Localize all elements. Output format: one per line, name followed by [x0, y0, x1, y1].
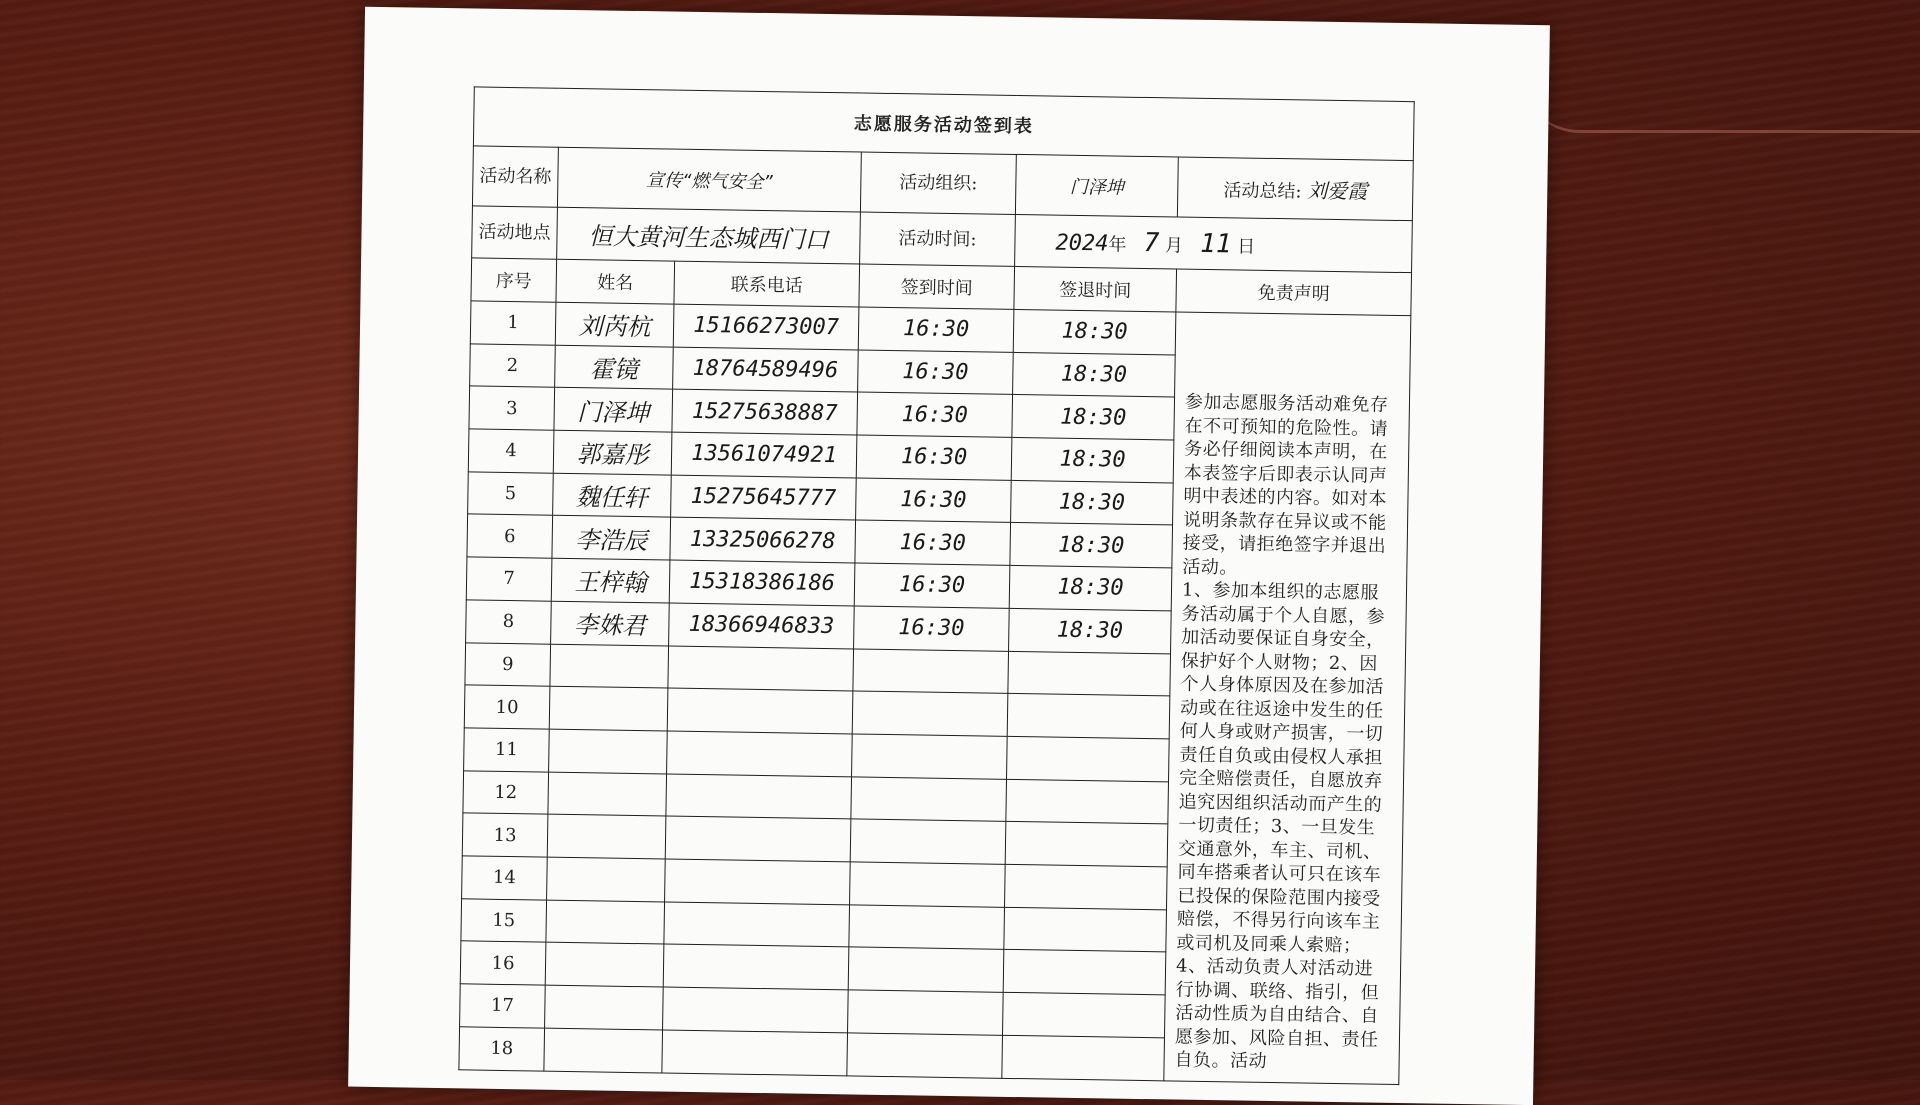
row-phone — [663, 944, 849, 990]
row-checkin-time — [848, 947, 1004, 992]
row-checkout-time — [1006, 779, 1169, 824]
row-phone — [666, 774, 852, 820]
row-checkin-time: 16:30 — [854, 606, 1010, 651]
summary-value: 刘爱霞 — [1307, 178, 1368, 204]
summary-label: 活动总结: — [1223, 180, 1302, 203]
row-checkout-time — [1003, 950, 1166, 995]
row-phone — [667, 688, 853, 734]
date-month-unit: 月 — [1164, 234, 1184, 257]
row-name: 刘芮杭 — [555, 302, 674, 347]
organizer-label: 活动组织: — [860, 152, 1016, 214]
row-checkout-time: 18:30 — [1013, 309, 1176, 354]
row-seq: 4 — [468, 429, 554, 473]
row-phone — [668, 646, 854, 692]
row-name: 霍镜 — [555, 345, 674, 390]
row-checkout-time — [1002, 1035, 1165, 1080]
row-name — [547, 857, 666, 902]
row-checkin-time — [850, 819, 1006, 864]
header-name: 姓名 — [556, 259, 675, 304]
row-seq: 8 — [466, 600, 552, 644]
row-checkin-time — [850, 862, 1006, 907]
row-name — [549, 729, 668, 774]
row-seq: 10 — [464, 685, 550, 729]
row-name — [547, 814, 666, 859]
row-checkin-time: 16:30 — [857, 392, 1013, 437]
disclaimer-body: 1、参加本组织的志愿服务活动属于个人自愿，参加活动要保证自身安全，保护好个人财物；2、因个人身体原因及在参加活动或在往返途中发生的任何人身或财产损害，一切责任自负或由侵权人承担完全赔偿责任，自愿放弃追究因组织活动而产生的一切责任；3、一旦发生交通意外，车主、司机、同车搭乘者认可只在该车已投保的保险范围内接受赔偿，不得另行向该车主或司机及同乘人索赔；4、活动负责人对活动进行协调、联络、指引，但活动性质为自由结合、自愿参加、风险自担、责任自负。活动 — [1174, 579, 1386, 1072]
row-seq: 2 — [470, 344, 556, 388]
header-phone: 联系电话 — [674, 261, 860, 307]
row-checkout-time — [1004, 907, 1167, 952]
row-seq: 3 — [469, 386, 555, 430]
row-name: 魏任轩 — [553, 473, 672, 518]
row-phone — [665, 816, 851, 862]
row-checkin-time — [851, 776, 1007, 821]
row-checkin-time: 16:30 — [854, 563, 1010, 608]
time-label: 活动时间: — [860, 212, 1016, 266]
row-phone: 15318386186 — [669, 560, 855, 606]
row-checkout-time: 18:30 — [1011, 437, 1174, 482]
row-seq: 14 — [462, 856, 548, 900]
row-name — [546, 900, 665, 945]
row-name — [545, 985, 664, 1030]
disclaimer-intro: 参加志愿服务活动难免存在不可预知的危险性。请务必仔细阅读本声明，在本表签字后即表示认同声明中表述的内容。如对本说明条款存在异议或不能接受，请拒绝签字并退出活动。 — [1182, 391, 1389, 578]
location-label: 活动地点 — [472, 206, 558, 259]
row-phone: 15275638887 — [672, 389, 858, 435]
row-checkin-time — [848, 990, 1004, 1035]
row-name: 李姝君 — [551, 601, 670, 646]
table-edge-highlight — [1520, 0, 1920, 133]
row-name: 王梓翰 — [551, 558, 670, 603]
date-month: 7 — [1143, 227, 1160, 258]
row-phone — [663, 987, 849, 1033]
row-seq: 16 — [460, 941, 546, 985]
header-disclaimer: 免责声明 — [1176, 269, 1412, 316]
row-checkin-time: 16:30 — [858, 350, 1014, 395]
row-name — [549, 686, 668, 731]
row-checkin-time: 16:30 — [855, 520, 1011, 565]
row-phone — [665, 859, 851, 905]
row-checkout-time: 18:30 — [1009, 608, 1172, 653]
row-checkout-time: 18:30 — [1013, 352, 1176, 397]
row-checkin-time: 16:30 — [856, 478, 1012, 523]
header-checkin: 签到时间 — [859, 264, 1015, 309]
row-checkin-time: 16:30 — [858, 307, 1014, 352]
row-seq: 12 — [463, 770, 549, 814]
date-day: 11 — [1199, 228, 1232, 259]
organizer-value: 门泽坤 — [1015, 154, 1178, 217]
date-day-unit: 日 — [1237, 235, 1256, 258]
row-checkout-time — [1007, 736, 1170, 781]
row-name — [550, 644, 669, 689]
row-name: 门泽坤 — [554, 388, 673, 433]
row-seq: 13 — [462, 813, 548, 857]
row-seq: 7 — [466, 557, 552, 601]
row-seq: 17 — [460, 984, 546, 1028]
activity-name-value: 宣传“燃气安全” — [557, 147, 861, 212]
row-phone: 15275645777 — [671, 475, 857, 521]
row-checkout-time: 18:30 — [1010, 523, 1173, 568]
row-name — [544, 1028, 663, 1073]
row-seq: 18 — [459, 1026, 545, 1070]
row-checkin-time — [853, 648, 1009, 693]
header-seq: 序号 — [471, 258, 557, 302]
form-title: 志愿服务活动签到表 — [473, 87, 1414, 161]
row-phone: 15166273007 — [673, 304, 859, 350]
row-seq: 15 — [461, 898, 547, 942]
sign-in-table — [458, 86, 1414, 1084]
row-phone: 18764589496 — [673, 347, 859, 393]
row-checkin-time — [852, 691, 1008, 736]
row-seq: 9 — [465, 642, 551, 686]
date-year: 2024 — [1055, 230, 1109, 256]
row-checkout-time — [1007, 694, 1170, 739]
row-phone — [662, 1030, 848, 1076]
row-phone — [664, 902, 850, 948]
date-year-unit: 年 — [1108, 233, 1127, 256]
row-name — [548, 772, 667, 817]
row-name: 李浩辰 — [552, 516, 671, 561]
row-checkout-time — [1002, 992, 1165, 1037]
row-checkin-time: 16:30 — [856, 435, 1012, 480]
location-value: 恒大黄河生态城西门口 — [557, 207, 861, 264]
row-name: 郭嘉彤 — [553, 430, 672, 475]
row-seq: 6 — [467, 514, 553, 558]
row-seq: 11 — [464, 728, 550, 772]
row-checkout-time — [1005, 864, 1168, 909]
header-checkout: 签退时间 — [1014, 266, 1177, 312]
row-checkout-time: 18:30 — [1012, 395, 1175, 440]
sign-in-sheet-paper — [348, 7, 1550, 1105]
row-seq: 1 — [470, 301, 556, 345]
row-phone — [667, 731, 853, 777]
row-checkout-time: 18:30 — [1011, 480, 1174, 525]
row-phone: 13561074921 — [671, 432, 857, 478]
row-name — [545, 942, 664, 987]
row-checkin-time — [847, 1033, 1003, 1078]
activity-date — [1015, 214, 1413, 272]
row-seq: 5 — [468, 472, 554, 516]
summary-cell — [1177, 157, 1413, 221]
row-phone: 18366946833 — [669, 603, 855, 649]
row-phone: 13325066278 — [670, 517, 856, 563]
activity-name-label: 活动名称 — [472, 146, 558, 207]
row-checkout-time: 18:30 — [1009, 566, 1172, 611]
row-checkin-time — [849, 905, 1005, 950]
disclaimer-text — [1164, 312, 1411, 1084]
row-checkout-time — [1008, 651, 1171, 696]
row-checkin-time — [852, 734, 1008, 779]
row-checkout-time — [1005, 822, 1168, 867]
